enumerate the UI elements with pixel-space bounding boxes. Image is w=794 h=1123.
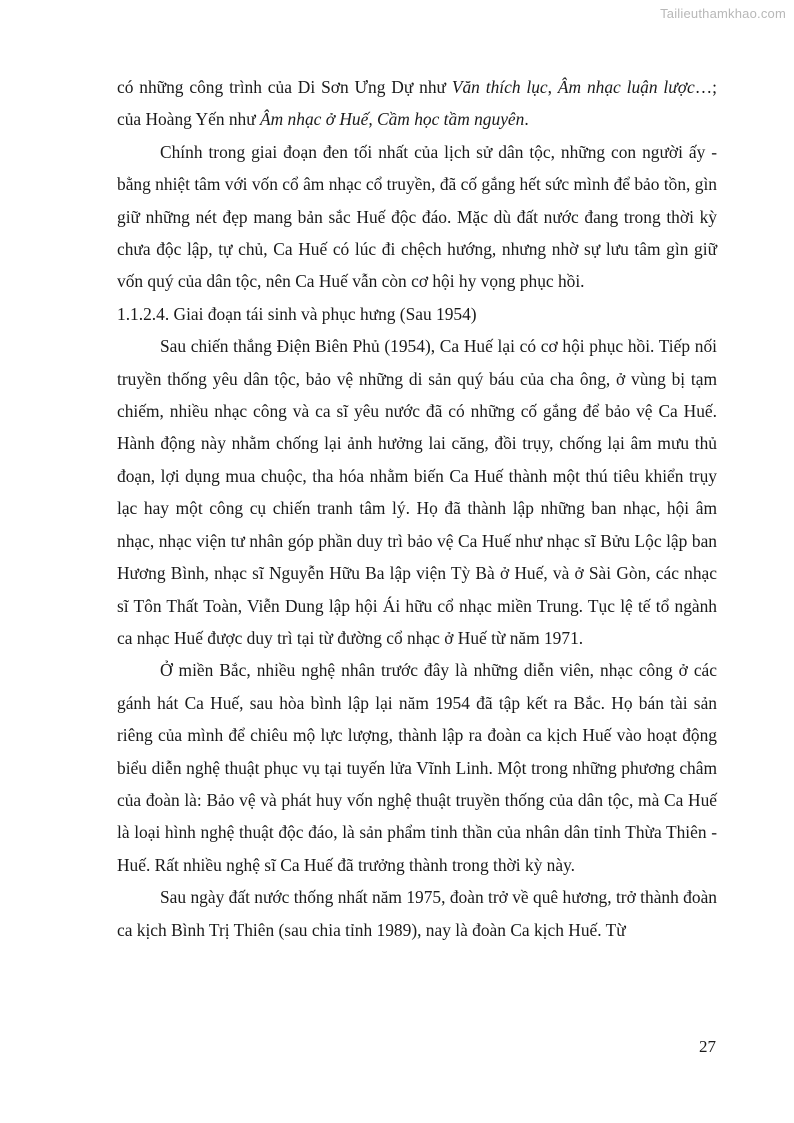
paragraph-continuation — [117, 71, 717, 136]
section-heading: 1.1.2.4. Giai đoạn tái sinh và phục hưng (Sau 1954) — [117, 303, 477, 324]
book-title-am-nhac-luan-luoc: Âm nhạc luận lược — [557, 77, 695, 97]
text-run: …; của Hoàng Yến như — [117, 77, 717, 130]
book-titles-hoang-yen: Âm nhạc ở Huế, Cầm học tầm nguyên — [260, 109, 525, 130]
paragraph: Sau ngày đất nước thống nhất năm 1975, đoàn trở về quê hương, trở thành đoàn ca kịch Bình Trị Thiên (sau chia tỉnh 1989), nay là đoàn Ca kịch Huế. Từ — [117, 887, 717, 940]
paragraph: Ở miền Bắc, nhiều nghệ nhân trước đây là những diễn viên, nhạc công ở các gánh hát Ca Huế, sau hòa bình lập lại năm 1954 đã tập kết ra Bắc. Họ bán tài sản riêng của mình để chiêu mộ lực lượng, thành lập ra đoàn ca kịch Huế vào hoạt động biểu diễn nghệ thuật phục vụ tại tuyến lửa Vĩnh Linh. Một trong những phương châm của đoàn là: Bảo vệ và phát huy vốn nghệ thuật truyền thống của dân tộc, mà Ca Huế là loại hình nghệ thuật độc đáo, là sản phẩm tinh thần của nhân dân tỉnh Thừa Thiên - Huế. Rất nhiều nghệ sĩ Ca Huế đã trưởng thành trong thời kỳ này. — [117, 660, 717, 875]
page-number: 27 — [699, 1037, 716, 1056]
paragraph: Sau chiến thắng Điện Biên Phủ (1954), Ca Huế lại có cơ hội phục hồi. Tiếp nối truyền thống yêu dân tộc, bảo vệ những di sản quý báu của cha ông, ở vùng bị tạm chiếm, nhiều nhạc công và ca sĩ yêu nước đã có những cố gắng để bảo vệ Ca Huế. Hành động này nhằm chống lại ảnh hưởng lai căng, đồi trụy, chống lại âm mưu thủ đoạn, lợi dụng mua chuộc, tha hóa nhằm biến Ca Huế thành một thú tiêu khiển trụy lạc hay một công cụ chiến tranh tâm lý. Họ đã thành lập những ban nhạc, hội âm nhạc, nhạc viện tư nhân góp phần duy trì bảo vệ Ca Huế như nhạc sĩ Bửu Lộc lập ban Hương Bình, nhạc sĩ Nguyễn Hữu Ba lập viện Tỳ Bà ở Huế, và ở Sài Gòn, các nhạc sĩ Tôn Thất Toàn, Viễn Dung lập hội Ái hữu cổ nhạc miền Trung. Tục lệ tế tổ ngành ca nhạc Huế được duy trì tại từ đường cổ nhạc ở Huế từ năm 1971. — [117, 336, 717, 648]
text-run: . — [524, 109, 529, 130]
watermark-text: Tailieuthamkhao.com — [660, 6, 786, 21]
book-title-van-thich-luc: Văn thích lục — [451, 77, 548, 97]
page-body — [117, 71, 717, 946]
text-run: , — [547, 77, 558, 97]
paragraph: Chính trong giai đoạn đen tối nhất của lịch sử dân tộc, những con người ấy - bằng nhiệt tâm với vốn cổ âm nhạc cổ truyền, đã cố gắng hết sức mình để bảo tồn, gìn giữ những nét đẹp mang bản sắc Huế độc đáo. Mặc dù đất nước đang trong thời kỳ chưa độc lập, tự chủ, Ca Huế có lúc đi chệch hướng, nhưng nhờ sự lưu tâm gìn giữ vốn quý của dân tộc, nên Ca Huế vẫn còn cơ hội hy vọng phục hồi. — [117, 141, 717, 292]
text-run: có những công trình của Di Sơn Ưng Dự như — [117, 77, 452, 97]
